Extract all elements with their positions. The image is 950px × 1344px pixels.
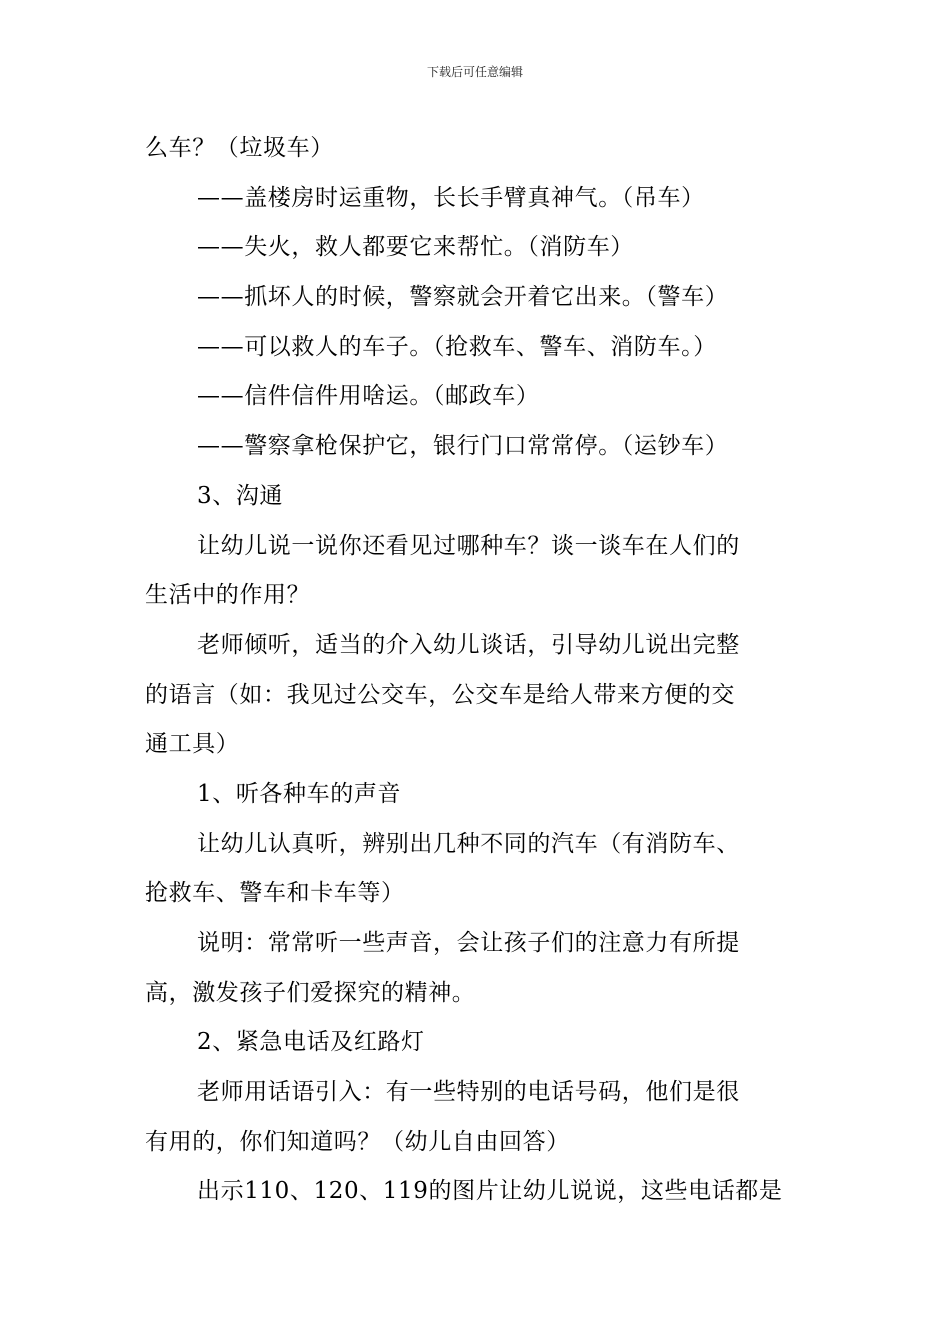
text-line: 出示110、120、119的图片让幼儿说说，这些电话都是 [197, 1178, 783, 1205]
text-line: 通工具） [145, 731, 240, 758]
text-line: 生活中的作用？ [145, 582, 311, 609]
text-line: 老师用话语引入：有一些特别的电话号码，他们是很 [197, 1079, 740, 1106]
text-line: ——警察拿枪保护它，银行门口常常停。（运钞车） [197, 433, 729, 460]
page-header: 下载后可任意编辑 [426, 65, 523, 79]
section-heading: 3、沟通 [197, 482, 284, 509]
text-line: ——抓坏人的时候，警察就会开着它出来。（警车） [197, 284, 729, 311]
text-line: 让幼儿说一说你还看见过哪种车？谈一谈车在人们的 [197, 532, 740, 559]
text-line: 么车？（垃圾车） [145, 135, 334, 161]
text-line: 有用的，你们知道吗？（幼儿自由回答） [145, 1128, 570, 1155]
document-body [145, 124, 807, 1217]
text-line: ——信件信件用啥运。（邮政车） [197, 383, 540, 410]
text-line: 抢救车、警车和卡车等） [145, 880, 405, 907]
text-line: 让幼儿认真听，辨别出几种不同的汽车（有消防车、 [197, 830, 740, 857]
text-line: 高，激发孩子们爱探究的精神。 [145, 979, 476, 1006]
text-line: ——失火，救人都要它来帮忙。（消防车） [197, 234, 634, 261]
section-heading: 1、听各种车的声音 [197, 780, 402, 807]
text-line: 的语言（如：我见过公交车，公交车是给人带来方便的交 [145, 681, 735, 708]
text-line: 说明：常常听一些声音，会让孩子们的注意力有所提 [197, 930, 740, 956]
text-line: ——可以救人的车子。（抢救车、警车、消防车。） [197, 333, 717, 360]
text-line: 老师倾听，适当的介入幼儿谈话，引导幼儿说出完整 [197, 631, 740, 658]
section-heading: 2、紧急电话及红路灯 [197, 1029, 425, 1056]
text-line: ——盖楼房时运重物，长长手臂真神气。（吊车） [197, 184, 705, 211]
